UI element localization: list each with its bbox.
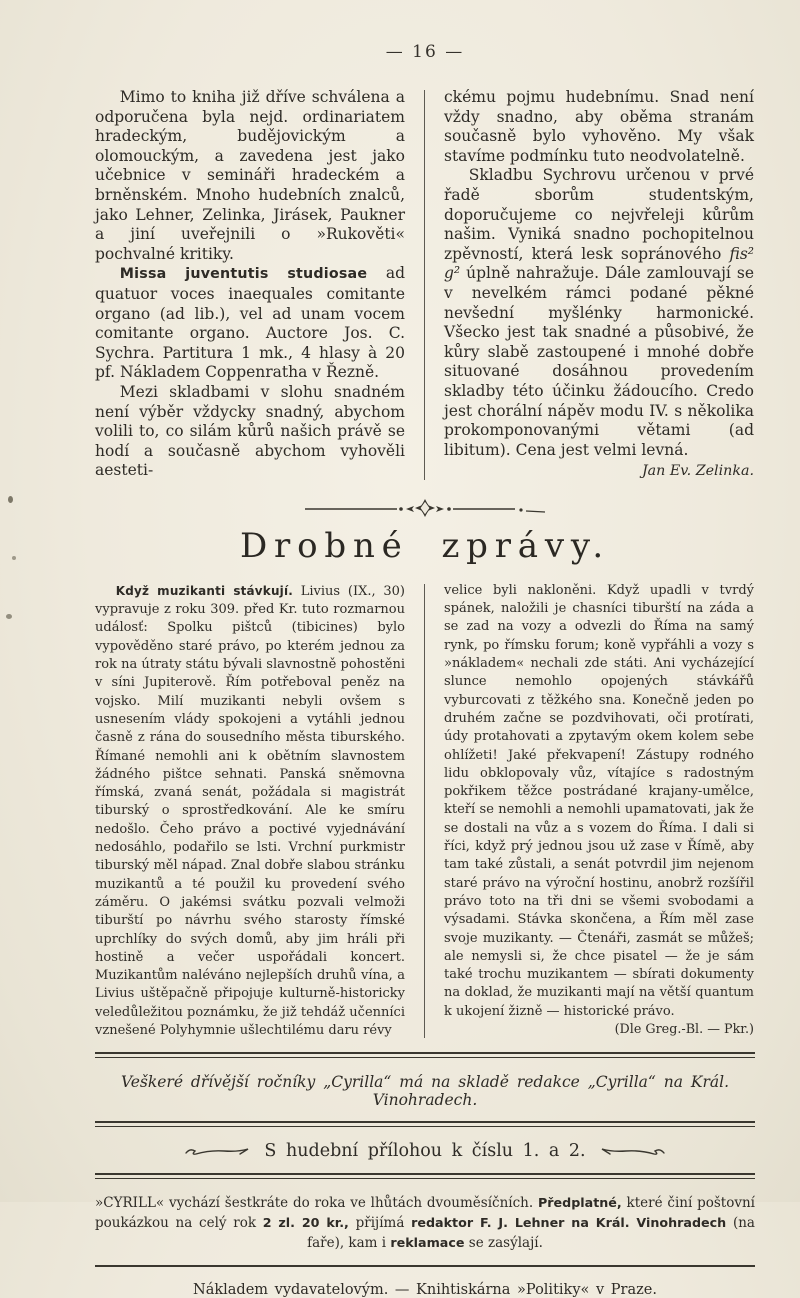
paragraph: Mimo to kniha již dříve schválena a odporučena byla nejd. ordinariatem hradeckým, budějovickým a olomouckým, a zavedena jest jako učebnice v semináři hradeckém a brněnském. Mnoho hudebních znalců, jako Lehner, Zelinka, Jirásek, Paukner a jiní uveřejnili o »Rukověti« pochvalné kritiky. <box>95 88 405 263</box>
subscription-text: které činí poštovní poukázkou na celý rok <box>95 1195 756 1232</box>
subscription-bold: reklamace <box>390 1235 465 1251</box>
subscription-bold: 2 zl. 20 kr., <box>262 1215 349 1231</box>
paragraph <box>444 166 754 480</box>
paragraph-text: Livius (IX., 30) vypravuje z roku 309. před Kr. tuto rozmarnou událosť: Spolku pištců (tibicines) bylo vypověděno staré právo, po kterém jednou za rok na útraty státu bývali slavnostně pohostěni v síni Jupiterově. Řím potřeboval peněz na vojsko. Milí muzikanti nebyli ovšem s usnesením vlády spokojeni a vytáhli jednou časně z rána do sousedního města tiburského. Římané nemohli ani k obětním slavnostem žádného pištce sehnati. Panská sněmovna římská, zvaná senát, požádala si magistrát tiburský o sprostředkování. Ale ke smíru nedošlo. Čeho právo a poctivé vyjednávání nedosáhlo, podařilo se lsti. Vrchní purkmistr tiburský měl nápad. Znal dobře slabou stránku muzikantů a té použil ku provedení svého záměru. O jakémsi svátku pozvali velmoži tiburští po návrhu svého starosty římské uprchlíky do svých domů, aby jim hráli při hostině a večer uspořádali koncert. Muzikantům naléváno nejlepších druhů vína, a Livius uštěpačně připojuje kulturně-historicky veledůležitou poznámku, že již tehdáž učenníci vznešené Polyhymnie ušlechtilému daru révy <box>95 583 405 1038</box>
article-lead-bold: Když muzikanti stávkují. <box>115 583 293 598</box>
subscription-text: přijímá <box>348 1215 412 1232</box>
paragraph-text: ad quatuor voces inaequales comitante organo (ad lib.), vel ad unam vocem comitante organo. Auctore Jos. C. Sychra. Partitura 1 mk., 4 hlasy à 20 pf. Nákladem Coppenratha v Řezně. <box>95 264 406 382</box>
paragraph <box>95 582 405 1040</box>
subscription-text: (na faře), kam i <box>307 1215 755 1252</box>
column-divider-rule <box>424 584 425 1038</box>
scan-speck <box>8 496 13 503</box>
imprint-line: Nákladem vydavatelovým. — Knihtiskárna »Politiky« v Praze. <box>193 1282 657 1298</box>
divider-ornament-icon <box>305 496 545 520</box>
section-title: Drobné zprávy. <box>240 525 610 566</box>
music-notation: fis² g² <box>444 244 754 283</box>
paragraph-text: velice byli nakloněni. Když upadli v tvrdý spánek, naložili je chasníci tiburští na záda a se zad na vozy a odvezli do Říma na samý rynk, po římsku forum; koně vypřáhli a vozy s »nákladem« nechali zde státi. Ani vycházející slunce nemohlo opojených stávkářů vyburcovati z těžkého sna. Konečně jeden po druhém začne se pozdvihovati, oči protírati, údy protahovati a zpytavým okem kolem sebe ohlížeti! Jaké překvapení! Zástupy rodného lidu obklopovaly vůz, vítajíce s radostným pokřikem těžce postrádané krajany-umělce, kteří se nemohli a nemohli upamatovati, jak že se dostali na vůz a s vozem do Říma. I dali si říci, když prý jednou jsou už zase v Římě, aby tam také zůstali, a senát potvrdil jim nejenom staré právo na výroční hostinu, anobrž rozšířil právo toto na tři dni se všemi svobodami a výsadami. Stávka skončena, a Řím měl zase svoje muzikanty. — Čtenáři, zasmát se můžeš; ale nemysli si, že chce pisatel — že je sám také trochu muzikantem — sbírati dokumenty na doklad, že muzikanti mají na větší quantum k ukojení žizně — historické právo. <box>444 582 754 1019</box>
upper-right-column <box>444 88 754 482</box>
supplement-text: S hudební přílohou k číslu 1. a 2. <box>264 1141 586 1162</box>
upper-article-section <box>95 88 755 482</box>
flourish-left-icon <box>184 1143 250 1159</box>
single-rule <box>95 1265 755 1267</box>
double-rule <box>95 1173 755 1179</box>
author-signature: Jan Ev. Zelinka. <box>641 463 754 480</box>
paragraph-text: úplně nahražuje. Dále zamlouvají se v nevelkém rámci podané pěkné nevšední myšlénky harmonické. Všecko jest tak snadné a působivé, že kůry slabě zastoupené i mnohé dobře situované dosáhnou provedením skladby této účinku žádoucího. Credo jest chorální nápěv modu IV. s několika prokomponovanými větami (ad libitum). Cena jest velmi levná. <box>444 264 754 459</box>
supplement-notice <box>95 1141 755 1161</box>
double-rule <box>95 1052 755 1058</box>
column-divider-rule <box>424 90 425 480</box>
scan-speck <box>12 556 16 560</box>
subscription-bold: Předplatné, <box>537 1195 622 1211</box>
paragraph-lead-bold: Missa juventutis studiosae <box>119 266 368 283</box>
paragraph <box>444 582 754 1037</box>
upper-left-column <box>95 88 405 482</box>
section-divider <box>95 496 755 520</box>
flourish-right-icon <box>600 1143 666 1159</box>
subscription-text: »CYRILL« vychází šestkráte do roka ve lhůtách dvouměsíčních. <box>95 1195 538 1212</box>
scan-speck <box>6 614 12 619</box>
lower-left-column <box>95 582 405 1040</box>
subscription-bold: redaktor F. J. Lehner na Král. Vinohradech <box>411 1215 727 1231</box>
page-number: — 16 — <box>385 42 465 62</box>
subscription-text: se zasýlají. <box>464 1235 543 1252</box>
lower-right-column <box>444 582 754 1040</box>
paragraph: Mezi skladbami v slohu snadném není výběr vždycky snadný, abychom volili to, co silám kůrů našich právě se hodí a současně abychom vyhověli aesteti- <box>95 382 405 480</box>
back-issues-note: Veškeré dřívější ročníky „Cyrilla“ má na skladě redakce „Cyrilla“ na Král. Vinohradech. <box>120 1073 730 1110</box>
source-credit: (Dle Greg.-Bl. — Pkr.) <box>614 1022 754 1037</box>
paragraph <box>95 264 405 383</box>
paragraph: ckému pojmu hudebnímu. Snad není vždy snadno, aby oběma stranám současně bylo vyhověno. My však stavíme podmínku tuto neodvolatelně. <box>444 88 754 165</box>
lower-article-section <box>95 582 755 1040</box>
double-rule <box>95 1121 755 1127</box>
paragraph-text: Skladbu Sychrovu určenou v prvé řadě sborům studentským, doporučujeme co nejvřeleji kůrům našim. Vyniká snadno pochopitelnou zpěvností, která lesk sopránového <box>444 166 754 263</box>
subscription-notice <box>95 1193 755 1253</box>
